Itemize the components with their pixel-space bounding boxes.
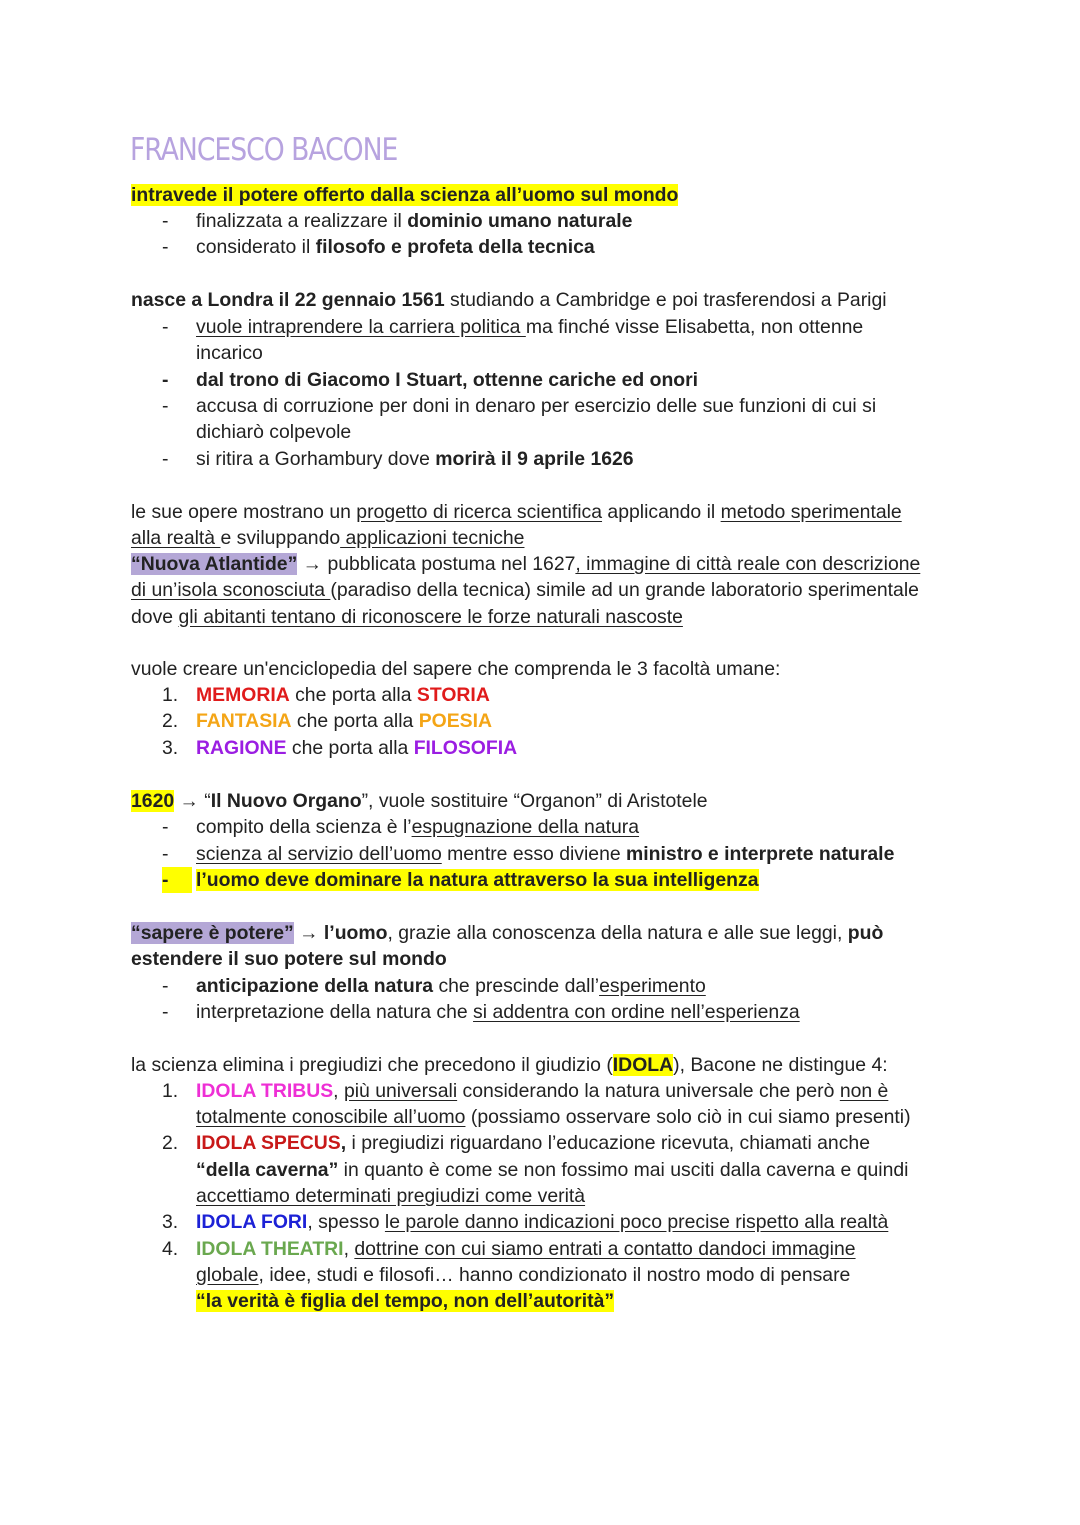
paragraph-line: di un’isola sconosciuta (paradiso della tecnica) simile ad un grande laboratorio sperimentale (131, 579, 919, 601)
section-5-heading: 1620 → “Il Nuovo Organo”, vuole sostituire “Organon” di Aristotele (131, 790, 708, 812)
list-number: 3. (162, 1211, 179, 1233)
bullet: - (162, 316, 169, 338)
section-7-heading: la scienza elimina i pregiudizi che precedono il giudizio (IDOLA), Bacone ne distingue 4: (131, 1054, 888, 1076)
list-item: dal trono di Giacomo I Stuart, ottenne cariche ed onori (196, 369, 699, 391)
bullet: - (162, 448, 169, 470)
list-number: 1. (162, 684, 179, 706)
section-1-heading: intravede il potere offerto dalla scienza all’uomo sul mondo (131, 184, 679, 206)
bullet: - (162, 816, 169, 838)
list-item: FANTASIA che porta alla POESIA (196, 710, 492, 732)
paragraph-line: “sapere è potere” → l’uomo, grazie alla conoscenza della natura e alle sue leggi, può (131, 922, 884, 944)
paragraph-line: le sue opere mostrano un progetto di ricerca scientifica applicando il metodo sperimentale (131, 501, 902, 523)
list-item: accusa di corruzione per doni in denaro per esercizio delle sue funzioni di cui si (196, 395, 877, 417)
list-item: si ritira a Gorhambury dove morirà il 9 aprile 1626 (196, 448, 634, 470)
list-item: considerato il filosofo e profeta della tecnica (196, 236, 595, 258)
section-2-heading: nasce a Londra il 22 gennaio 1561 studiando a Cambridge e poi trasferendosi a Parigi (131, 289, 887, 311)
list-item: IDOLA TRIBUS, più universali considerando la natura universale che però non è (196, 1080, 889, 1102)
list-item: MEMORIA che porta alla STORIA (196, 684, 490, 706)
paragraph-line: “Nuova Atlantide” → pubblicata postuma nel 1627, immagine di città reale con descrizione (131, 553, 921, 575)
list-item: vuole intraprendere la carriera politica ma finché visse Elisabetta, non ottenne (196, 316, 864, 338)
bullet: - (162, 1001, 169, 1023)
list-item-continuation: incarico (196, 342, 263, 364)
paragraph-line: estendere il suo potere sul mondo (131, 948, 447, 970)
bullet: - (162, 236, 169, 258)
paragraph-line: dove gli abitanti tentano di riconoscere le forze naturali nascoste (131, 606, 683, 628)
list-number: 2. (162, 1132, 179, 1154)
list-number: 2. (162, 710, 179, 732)
bullet: - (162, 210, 169, 232)
bullet: - (162, 395, 169, 417)
list-item: finalizzata a realizzare il dominio umano naturale (196, 210, 633, 232)
list-item: IDOLA SPECUS, i pregiudizi riguardano l’educazione ricevuta, chiamati anche (196, 1132, 870, 1154)
list-item: compito della scienza è l’espugnazione della natura (196, 816, 640, 838)
list-item-continuation: “della caverna” in quanto è come se non fossimo mai usciti dalla caverna e quindi (196, 1159, 909, 1181)
list-number: 1. (162, 1080, 179, 1102)
list-item-continuation: totalmente conoscibile all’uomo (possiamo osservare solo ciò in cui siamo presenti) (196, 1106, 911, 1128)
paragraph-line: alla realtà e sviluppando applicazioni tecniche (131, 527, 525, 549)
bullet: - (162, 369, 169, 391)
list-item-continuation: accettiamo determinati pregiudizi come verità (196, 1185, 586, 1207)
bullet: - (162, 843, 169, 865)
quote-highlight: “la verità è figlia del tempo, non dell’autorità” (196, 1290, 615, 1312)
list-item: interpretazione della natura che si addentra con ordine nell’esperienza (196, 1001, 800, 1023)
list-number: 4. (162, 1238, 179, 1260)
bullet: - (162, 975, 169, 997)
list-item: IDOLA FORI, spesso le parole danno indicazioni poco precise rispetto alla realtà (196, 1211, 889, 1233)
page-title: FRANCESCO BACONE (130, 132, 398, 168)
list-item: l’uomo deve dominare la natura attraverso la sua intelligenza (196, 869, 759, 891)
section-4-heading: vuole creare un'enciclopedia del sapere che comprenda le 3 facoltà umane: (131, 658, 781, 680)
list-item: RAGIONE che porta alla FILOSOFIA (196, 737, 518, 759)
list-number: 3. (162, 737, 179, 759)
list-item: scienza al servizio dell’uomo mentre esso diviene ministro e interprete naturale (196, 843, 895, 865)
list-item: IDOLA THEATRI, dottrine con cui siamo entrati a contatto dandoci immagine (196, 1238, 856, 1260)
list-item: anticipazione della natura che prescinde dall’esperimento (196, 975, 706, 997)
list-item-continuation: dichiarò colpevole (196, 421, 352, 443)
list-item-continuation: globale, idee, studi e filosofi… hanno condizionato il nostro modo di pensare (196, 1264, 851, 1286)
bullet: - (162, 867, 192, 893)
